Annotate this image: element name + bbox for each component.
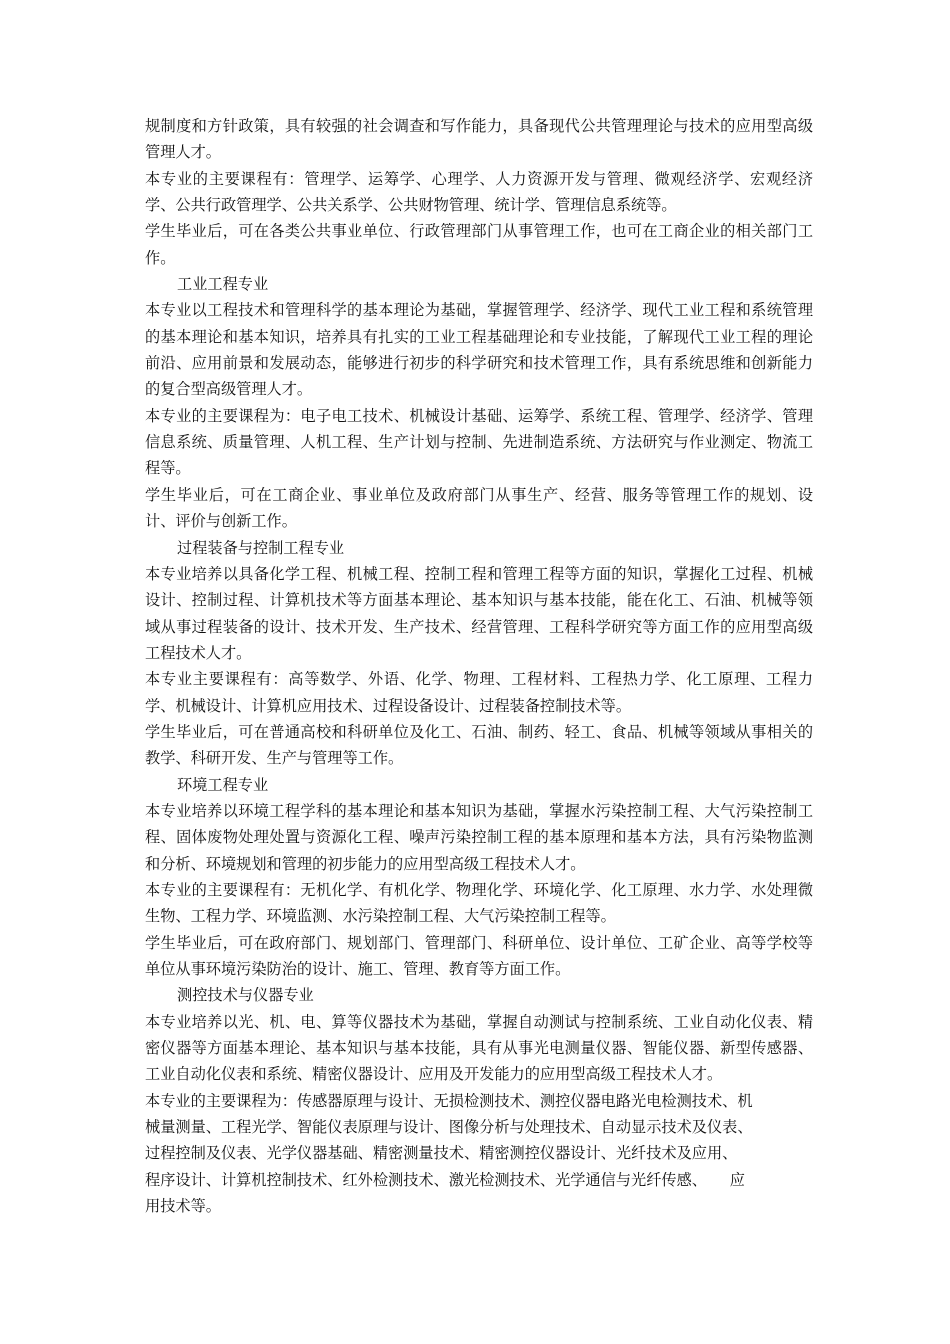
environmental-engineering-description: 本专业培养以环境工程学科的基本理论和基本知识为基础，掌握水污染控制工程、大气污染控制工程、固体废物处理处置与资源化工程、噪声污染控制工程的基本原理和基本方法，具有污染物监测和分析、环境规划和管理的初步能力的应用型高级工程技术人才。 bbox=[145, 801, 813, 873]
intro-careers-paragraph: 学生毕业后，可在各类公共事业单位、行政管理部门从事管理工作，也可在工商企业的相关部门工作。 bbox=[145, 222, 813, 267]
process-equipment-courses: 本专业主要课程有：高等数学、外语、化学、物理、工程材料、工程热力学、化工原理、工程力学、机械设计、计算机应用技术、过程设备设计、过程装备控制技术等。 bbox=[145, 670, 813, 715]
section-heading-process-equipment: 过程装备与控制工程专业 bbox=[177, 538, 345, 557]
measurement-instruments-description: 本专业培养以光、机、电、算等仪器技术为基础，掌握自动测试与控制系统、工业自动化仪表、精密仪器等方面基本理论、基本知识与基本技能，具有从事光电测量仪器、智能仪器、新型传感器、工业自动化仪表和系统、精密仪器设计、应用及开发能力的应用型高级工程技术人才。 bbox=[145, 1012, 813, 1084]
process-equipment-careers: 学生毕业后，可在普通高校和科研单位及化工、石油、制药、轻工、食品、机械等领域从事相关的教学、科研开发、生产与管理等工作。 bbox=[145, 722, 813, 768]
intro-paragraph: 规制度和方针政策，具有较强的社会调查和写作能力，具备现代公共管理理论与技术的应用型高级管理人才。 bbox=[145, 117, 813, 162]
measurement-instruments-courses bbox=[145, 1088, 813, 1220]
process-equipment-description: 本专业培养以具备化学工程、机械工程、控制工程和管理工程等方面的知识，掌握化工过程、机械设计、控制过程、计算机技术等方面基本理论、基本知识与基本技能，能在化工、石油、机械等领域从事过程装备的设计、技术开发、生产技术、经营管理、工程科学研究等方面工作的应用型高级工程技术人才。 bbox=[145, 564, 813, 662]
industrial-engineering-courses: 本专业的主要课程为：电子电工技术、机械设计基础、运筹学、系统工程、管理学、经济学、管理信息系统、质量管理、人机工程、生产计划与控制、先进制造系统、方法研究与作业测定、物流工程等。 bbox=[145, 406, 813, 478]
section-heading-industrial-engineering: 工业工程专业 bbox=[177, 275, 269, 294]
intro-courses-paragraph: 本专业的主要课程有：管理学、运筹学、心理学、人力资源开发与管理、微观经济学、宏观经济学、公共行政管理学、公共关系学、公共财物管理、统计学、管理信息系统等。 bbox=[145, 169, 813, 215]
environmental-engineering-careers: 学生毕业后，可在政府部门、规划部门、管理部门、科研单位、设计单位、工矿企业、高等学校等单位从事环境污染防治的设计、施工、管理、教育等方面工作。 bbox=[145, 933, 813, 978]
section-heading-measurement-instruments: 测控技术与仪器专业 bbox=[177, 986, 314, 1005]
courses-line: 械量测量、工程光学、智能仪表原理与设计、图像分析与处理技术、自动显示技术及仪表、 bbox=[145, 1118, 753, 1137]
section-heading-environmental-engineering: 环境工程专业 bbox=[177, 775, 269, 794]
environmental-engineering-courses: 本专业的主要课程有：无机化学、有机化学、物理化学、环境化学、化工原理、水力学、水处理微生物、工程力学、环境监测、水污染控制工程、大气污染控制工程等。 bbox=[145, 880, 813, 926]
courses-line: 用技术等。 bbox=[145, 1197, 221, 1216]
courses-line: 过程控制及仪表、光学仪器基础、精密测量技术、精密测控仪器设计、光纤技术及应用、 bbox=[145, 1144, 738, 1163]
industrial-engineering-description: 本专业以工程技术和管理科学的基本理论为基础，掌握管理学、经济学、现代工业工程和系统管理的基本理论和基本知识，培养具有扎实的工业工程基础理论和专业技能，了解现代工业工程的理论前沿、应用前景和发展动态，能够进行初步的科学研究和技术管理工作，具有系统思维和创新能力的复合型高级管理人才。 bbox=[145, 301, 813, 399]
courses-line: 程序设计、计算机控制技术、红外检测技术、激光检测技术、光学通信与光纤传感、 应 bbox=[145, 1170, 745, 1189]
industrial-engineering-careers: 学生毕业后，可在工商企业、事业单位及政府部门从事生产、经营、服务等管理工作的规划、设计、评价与创新工作。 bbox=[145, 485, 813, 531]
document-page bbox=[145, 113, 813, 1219]
courses-line: 本专业的主要课程为：传感器原理与设计、无损检测技术、测控仪器电路光电检测技术、机 bbox=[145, 1091, 753, 1110]
